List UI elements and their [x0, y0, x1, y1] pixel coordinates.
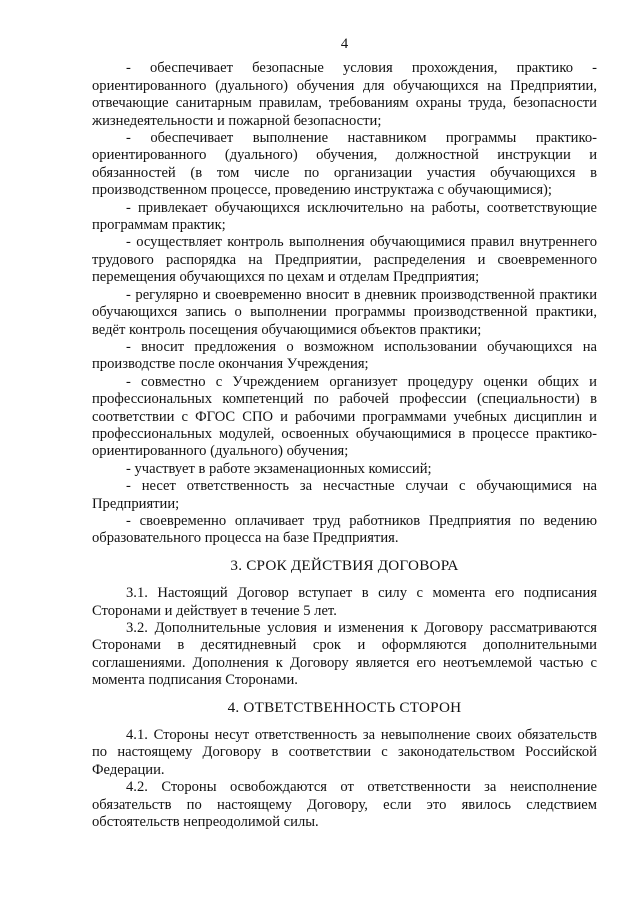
document-page	[92, 36, 597, 831]
obligation-item: - регулярно и своевременно вносит в дневник производственной практики обучающихся запись о выполнении программы производственной практики, ведёт контроль посещения обучающимися объектов практики;	[92, 286, 597, 338]
obligation-item: - обеспечивает безопасные условия прохождения, практико - ориентированного (дуального) обучения для обучающихся на Предприятии, отвечающие санитарным правилам, требованиям охраны труда, безопасности жизнедеятельности и пожарной безопасности;	[92, 60, 597, 129]
obligation-item: - совместно с Учреждением организует процедуру оценки общих и профессиональных компетенций по рабочей профессии (специальности) в соответствии с ФГОС СПО и рабочими программами учебных дисциплин и профессиональных модулей, освоенных обучающимися в процессе практико-ориентированного (дуального) обучения;	[92, 373, 597, 460]
page-number: 4	[340, 36, 349, 52]
obligation-item: - участвует в работе экзаменационных комиссий;	[126, 460, 432, 477]
obligation-item: - осуществляет контроль выполнения обучающимися правил внутреннего трудового распорядка на Предприятии, распределения и своевременного перемещения обучающихся по цехам и отделам Предприятия;	[92, 234, 597, 286]
clause-3-1: 3.1. Настоящий Договор вступает в силу с момента его подписания Сторонами и действует в течение 5 лет.	[92, 585, 597, 619]
obligation-item: - привлекает обучающихся исключительно на работы, соответствующие программам практик;	[92, 199, 597, 234]
obligation-item: - своевременно оплачивает труд работников Предприятия по ведению образовательного процесса на базе Предприятия.	[92, 512, 597, 547]
clause-4-1: 4.1. Стороны несут ответственность за невыполнение своих обязательств по настоящему Договору в соответствии с законодательством Российской Федерации.	[92, 727, 597, 778]
section-3-heading: 3. СРОК ДЕЙСТВИЯ ДОГОВОРА	[230, 556, 459, 574]
clause-3-2: 3.2. Дополнительные условия и изменения к Договору рассматриваются Сторонами в десятидневный срок и оформляются дополнительными соглашениями. Дополнения к Договору является его неотъемлемой частью с момента подписания Сторонами.	[92, 620, 597, 689]
clause-4-2: 4.2. Стороны освобождаются от ответственности за неисполнение обязательств по настоящему Договору, если это явилось следствием обстоятельств непреодолимой силы.	[92, 779, 597, 831]
obligation-item: - вносит предложения о возможном использовании обучающихся на производстве после окончания Учреждения;	[92, 338, 597, 373]
section-4-heading: 4. ОТВЕТСТВЕННОСТЬ СТОРОН	[227, 698, 462, 716]
obligation-item: - обеспечивает выполнение наставником программы практико-ориентированного (дуального) обучения, должностной инструкции и обязанностей (в том числе по организации участия обучающихся в производственном процессе, проведению инструктажа с обучающимися);	[92, 130, 597, 199]
obligation-item: - несет ответственность за несчастные случаи с обучающимися на Предприятии;	[92, 478, 597, 512]
